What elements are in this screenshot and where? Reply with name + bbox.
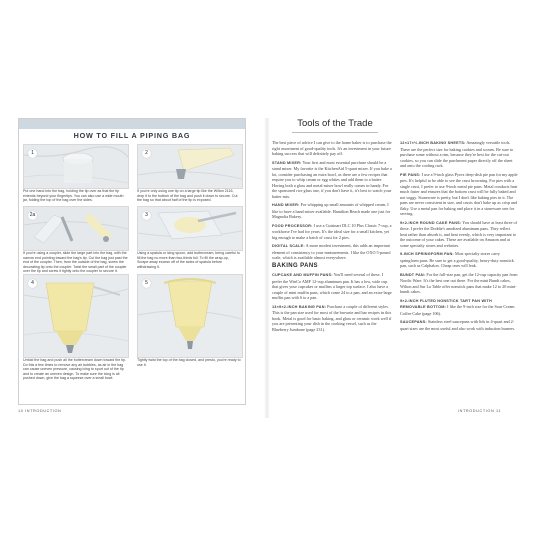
- right-column-1: [272, 140, 392, 335]
- tool-entry: PIE PANS: I use a 9-inch glass Pyrex deep-dish pie pan for my apple pies. It's helpful to be able to see the crust browning. For pies with a single crust, I prefer to use 9-inch metal pie pans. Metal conducts heat much faster and ensures that the bottom crust will be fully baked and not soggy. Stoneware is pretty, but I don't like baking pies in it. The pans are never consistent in size, and crusts don't bake up as crisp and flaky. Use a metal pan for baking and place it in a stoneware one for serving.: [400, 171, 518, 216]
- tool-entry: 13×9×2-INCH BAKING PAN: Purchase a couple of different styles. This is the pan size used for most of the brownie and bar recipes in this book. Metal is good for basic baking, and glass or ceramic work well if you are presenting your dish in the cooking vessel, such as the Blueberry Jumbone (page 231).: [272, 303, 392, 332]
- step-1-number: 1: [28, 149, 37, 158]
- step-5-caption: Tightly twist the top of the bag closed, and presto, you're ready to use it.: [137, 358, 241, 367]
- tool-entry: DIGITAL SCALE: A more modest investment, this adds an important element of consistency to your measurements. I like the OXO 5-pound scale, which is available almost everywhere.: [272, 243, 391, 260]
- title-rule: [292, 132, 378, 133]
- step-2a-number: 2a: [29, 212, 36, 218]
- panel-color-band: [19, 119, 245, 129]
- tool-entry: 9×2-INCH ROUND CAKE PANS: You should have at least three of these. I prefer the Doddie's anodized aluminum pans. They reflect heat rather than absorb it, and heat evenly, which is very important to the outcome of your cakes. These are available on Amazon and at some specialty stores and websites.: [400, 219, 517, 248]
- step-2a-photo: [23, 206, 129, 251]
- step-3-photo: [137, 206, 243, 251]
- section-heading: BAKING PANS: [272, 262, 318, 269]
- panel-title: HOW TO FILL A PIPING BAG: [73, 131, 191, 140]
- tool-entry: 12×17×½-INCH BAKING SHEETS: Amazingly versatile tools. These are the perfect size for baking cookies and scones. Be sure to purchase some without a rim, because they're best for the cut-out cookies, so you can slide the parchment paper directly off the sheet and onto the cooling rack.: [400, 140, 514, 168]
- tool-entry: HAND MIXER: For whipping up small amounts of whipped cream, I like to have a hand mixer available. Hamilton Beach made one just for Magnolia Bakery.: [272, 202, 391, 219]
- tool-entry: 9-INCH SPRINGFORM PAN: Most specialty stores carry springform pans. Be sure to get a good-quality, heavy-duty nonstick pan, such as Calphalon. Cheap ones will leak.: [400, 251, 514, 268]
- left-page-folio: 10 INTRODUCTION: [18, 409, 62, 413]
- tool-entry: STAND MIXER: Your first and most essential purchase should be a stand mixer. My favorite is the KitchenAid 5-quart mixer. If you bake a lot, consider purchasing an extra bowl, as there are a few recipes that require you to whip cream or egg whites and add them to a batter. Having both a glass and metal mixer bowl really comes in handy. For the sponsored rice glass one, if you don't have it, it's best to watch your batter mix.: [272, 159, 392, 199]
- tool-entry: 9×2-INCH FLUTED NONSTICK TART PAN WITH REMOVABLE BOTTOM: I like the 9-inch size for the Sour Cream Coffee Cake (page 106).: [400, 298, 515, 316]
- tool-entry: SAUCEPANS: Stainless steel saucepans with lids in 4-quart and 2-quart sizes are the most useful and also work with induction burners.: [400, 319, 516, 331]
- step-2-photo: [137, 144, 243, 189]
- step-3-number: 3: [142, 211, 151, 220]
- tool-entry: FOOD PROCESSOR: I use a Cuisinart DLC 10 Plus Classic 7-cup, a workhorse I've had for years. It's the ideal size for a small kitchen, yet big enough to make a batch of crust for 2 pies.: [272, 222, 392, 240]
- step-4-caption: Unfold the bag and push all the buttercream down toward the tip. Do this a few times to remove any air bubbles, as air in the bag can cause uneven pressure, causing icing to spurt out of the tip and to create an uneven design. To make sure the icing is all pushed down, give the bag a squeeze over a small bowl.: [23, 358, 127, 381]
- step-5-photo: [137, 274, 243, 358]
- piping-bag-panel: [18, 118, 246, 405]
- step-1-caption: Put one hand into the bag, holding the tip over as that the tip extends beyond your fingertips. You can also use a wide mouth jar, folding the top of the bag over the sides.: [23, 189, 124, 203]
- book-gutter: [264, 118, 270, 418]
- step-2a-caption: If you're using a coupler, slide the large part into the bag, with the narrow end pointing toward the bag's tip. Cut the bag just past the end of the coupler. Then, from the outside of the bag, screw the decorating tip onto the coupler. Twist the small part of the coupler over the tip and screw it tightly onto the coupler to secure it.: [23, 251, 128, 274]
- right-page-folio: INTRODUCTION 11: [458, 409, 502, 413]
- step-4-number: 4: [28, 279, 37, 288]
- right-column-2: [400, 140, 518, 334]
- intro-paragraph: The best piece of advice I can give to the home baker is to purchase the right assortment of good-quality tools. It's an investment in your future baking success that will definitely pay off.: [272, 140, 392, 156]
- tool-entry: BUNDT PAN: For the full-size pan, get the 12-cup capacity pan from Nordic Ware. It's the best one out there. For the mini Bundt cakes, Wilton and Sur La Table offer nonstick pans that make 12 to 20 mini-bundt cakes.: [400, 271, 518, 294]
- step-2-number: 2: [142, 149, 151, 158]
- step-5-number: 5: [142, 279, 151, 288]
- step-1-photo: [23, 144, 129, 189]
- step-2-caption: If you're only using one tip on a large tip like the Wilton 2116, drop it to the bottom of the bag and push it down to secure. Cut the bag so that about half of the tip is exposed.: [137, 189, 238, 203]
- step-4-photo: [23, 274, 129, 358]
- page-title: Tools of the Trade: [297, 118, 373, 129]
- step-3-caption: Using a spatula or icing spoon, add buttercream, being careful to fill the bag no more than two-thirds full. To fill the wrap-up, Scrape away excess off of the sides of spatula before withdrawing it.: [137, 251, 240, 269]
- tool-entry: CUPCAKE AND MUFFIN PANS: You'll need several of these. I prefer the WinCo AMF 12-cup aluminum pan. It has a low, wide cup that gives your cupcakes or muffins a larger top surface. I also have a couple of mini muffin pans, which come 24 to a pan, and an extra-large muffin pan with 6 to a pan.: [272, 272, 392, 300]
